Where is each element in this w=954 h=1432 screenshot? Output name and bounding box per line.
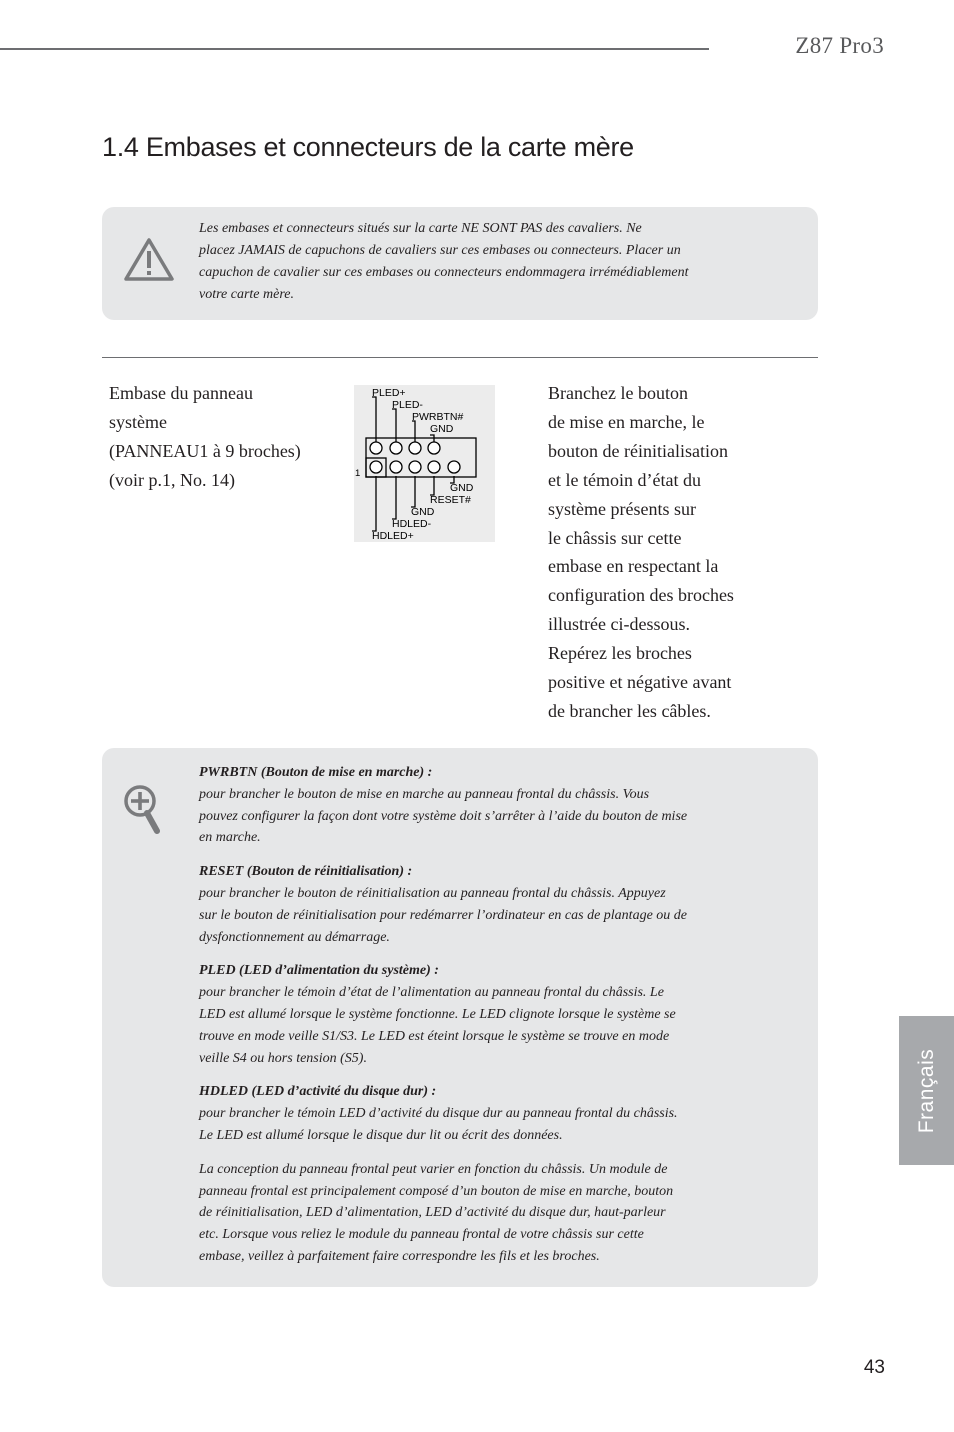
- instruction-line: le châssis sur cette: [548, 527, 682, 548]
- note-line: etc. Lorsque vous reliez le module du panneau frontal de votre châssis sur cette: [199, 1227, 644, 1243]
- magnifier-plus-icon: [123, 783, 163, 835]
- section-divider: [102, 357, 818, 358]
- language-tab-label: Français: [914, 1048, 938, 1133]
- warning-line: Les embases et connecteurs situés sur la carte NE SONT PAS des cavaliers. Ne: [199, 221, 642, 236]
- instruction-line: bouton de réinitialisation: [548, 440, 728, 461]
- instruction-line: illustrée ci-dessous.: [548, 614, 690, 635]
- header-label-line: (PANNEAU1 à 9 broches): [109, 441, 301, 461]
- note-line: pouvez configurer la façon dont votre système doit s’arrêter à l’aide du bouton de mise: [199, 808, 688, 824]
- note-line: pour brancher le témoin d’état de l’alimentation au panneau frontal du châssis. Le: [199, 985, 664, 1001]
- note-heading: HDLED (LED d’activité du disque dur) :: [199, 1084, 437, 1100]
- note-heading: PWRBTN (Bouton de mise en marche) :: [199, 765, 433, 780]
- instruction-line: Branchez le bouton: [548, 383, 688, 403]
- pin-label-hdled-minus: HDLED-: [392, 518, 432, 530]
- header-label-line: (voir p.1, No. 14): [109, 470, 235, 490]
- instruction-line: système présents sur: [548, 498, 696, 519]
- note-line: pour brancher le témoin LED d’activité du disque dur au panneau frontal du châssis.: [199, 1106, 678, 1122]
- section-title: 1.4 Embases et connecteurs de la carte mère: [102, 132, 634, 162]
- note-item-reset: [199, 861, 759, 948]
- instruction-line: et le témoin d’état du: [548, 469, 701, 490]
- header-label: [109, 379, 334, 495]
- pin-one-marker: 1: [355, 468, 361, 479]
- note-line: trouve en mode veille S1/S3. Le LED est éteint lorsque le système se trouve en mode: [199, 1028, 670, 1044]
- pin-label-pled-plus: PLED+: [372, 387, 406, 399]
- header-instructions: [548, 379, 778, 726]
- instruction-line: de brancher les câbles.: [548, 700, 711, 721]
- pin-label-reset: RESET#: [430, 494, 471, 506]
- pin-label-gnd-bottom: GND: [411, 506, 435, 518]
- note-line: sur le bouton de réinitialisation pour redémarrer l’ordinateur en cas de plantage ou de: [199, 907, 688, 923]
- note-line: pour brancher le bouton de réinitialisation au panneau frontal du châssis. Appuyez: [199, 885, 666, 901]
- pin-label-hdled-plus: HDLED+: [372, 530, 414, 542]
- note-item-pwrbtn: [199, 762, 759, 849]
- pin-label-gnd-top: GND: [430, 423, 454, 435]
- note-line: dysfonctionnement au démarrage.: [199, 929, 390, 945]
- product-model: Z87 Pro3: [795, 33, 884, 58]
- pin-label-gnd-reset: GND: [450, 482, 474, 494]
- language-tab[interactable]: [899, 1016, 954, 1165]
- instruction-line: embase en respectant la: [548, 556, 719, 577]
- note-item-pled: [199, 960, 759, 1069]
- instruction-line: configuration des broches: [548, 585, 734, 606]
- header-rule: [0, 48, 709, 50]
- note-line: Le LED est allumé lorsque le disque dur lit ou écrit des données.: [199, 1127, 563, 1143]
- note-line: embase, veillez à parfaitement faire correspondre les fils et les broches.: [199, 1248, 600, 1264]
- instruction-line: positive et négative avant: [548, 672, 732, 693]
- note-heading: RESET (Bouton de réinitialisation) :: [199, 864, 413, 880]
- warning-triangle-icon: [123, 236, 175, 282]
- note-line: La conception du panneau frontal peut varier en fonction du châssis. Un module de: [199, 1161, 668, 1177]
- page-number: 43: [863, 1357, 885, 1378]
- pin-label-pled-minus: PLED-: [392, 399, 423, 411]
- warning-line: placez JAMAIS de capuchons de cavaliers sur ces embases ou connecteurs. Placer un: [199, 243, 681, 258]
- header-label-line: système: [109, 412, 167, 432]
- note-content: [199, 762, 759, 1280]
- note-heading: PLED (LED d’alimentation du système) :: [199, 963, 439, 979]
- warning-line: capuchon de cavalier sur ces embases ou connecteurs endommagera irrémédiablement: [199, 265, 689, 280]
- panel-pin-diagram: [354, 385, 495, 542]
- note-line: panneau frontal est principalement composé d’un bouton de mise en marche, bouton: [199, 1183, 674, 1199]
- header-label-line: Embase du panneau: [109, 383, 253, 403]
- instruction-line: Repérez les broches: [548, 643, 692, 664]
- warning-text: [199, 218, 759, 306]
- warning-line: votre carte mère.: [199, 287, 294, 302]
- pin-label-pwrbtn: PWRBTN#: [412, 411, 464, 423]
- note-line: en marche.: [199, 830, 261, 846]
- instruction-line: de mise en marche, le: [548, 411, 705, 432]
- note-closing: [199, 1159, 759, 1268]
- note-line: LED est allumé lorsque le système fonctionne. Le LED clignote lorsque le système se: [199, 1006, 676, 1022]
- note-item-hdled: [199, 1081, 759, 1146]
- note-line: veille S4 ou hors tension (S5).: [199, 1050, 367, 1066]
- note-line: de réinitialisation, LED d’alimentation, LED d’activité du disque dur, haut-parleur: [199, 1205, 666, 1221]
- note-line: pour brancher le bouton de mise en marche au panneau frontal du châssis. Vous: [199, 786, 650, 802]
